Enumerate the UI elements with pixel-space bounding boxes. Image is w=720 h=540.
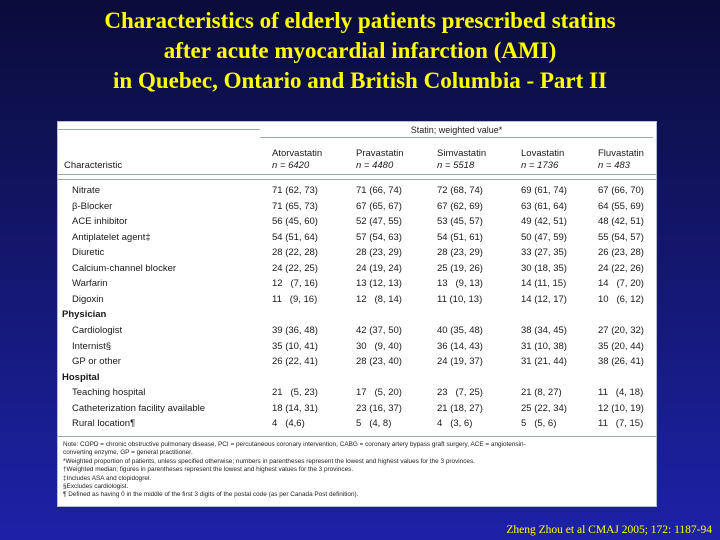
column-header-atorvastatin: Atorvastatin (272, 148, 323, 159)
note-line: Note: COPD = chronic obstructive pulmonary disease, PCI = percutaneous coronary intervention, CABG = coronary artery bypass graft surgery, ACE = angiotensin- (63, 441, 526, 448)
citation: Zheng Zhou et al CMAJ 2005; 172: 1187-94 (506, 524, 712, 536)
note-line: ¶ Defined as having 0 in the middle of the first 3 digits of the postal code (as per Canada Post definition). (63, 491, 359, 499)
table-cell: 35 (20, 44) (598, 340, 644, 352)
table-cell: 25 (22, 34) (521, 402, 567, 414)
table-cell: 12 (7, 16) (272, 278, 318, 290)
title-line-1: Characteristics of elderly patients prescribed statins (104, 8, 616, 33)
column-n-pravastatin: n = 4480 (356, 160, 394, 171)
note-line: †Weighted median; figures in parentheses represent the lowest and highest values for the 3 provinces. (63, 466, 354, 474)
row-label: Cardiologist (72, 324, 123, 336)
row-label: β-Blocker (72, 200, 113, 212)
table-cell: 28 (23, 29) (437, 247, 483, 259)
table-cell: 67 (62, 69) (437, 200, 483, 212)
header-bottom-rule (58, 174, 656, 175)
table-cell: 25 (19, 26) (437, 262, 483, 274)
table-cell: 30 (18, 35) (521, 262, 567, 274)
table-cell: 31 (10, 38) (521, 340, 567, 352)
row-label: GP or other (72, 356, 121, 368)
table-cell: 57 (54, 63) (356, 231, 402, 243)
table-cell: 31 (21, 44) (521, 356, 567, 368)
table-cell: 40 (35, 48) (437, 324, 483, 336)
table-cell: 36 (14, 43) (437, 340, 483, 352)
slide-title (0, 6, 720, 96)
header-bottom-rule-2 (58, 179, 656, 180)
column-n-atorvastatin: n = 6420 (272, 160, 310, 171)
table-cell: 28 (23, 29) (356, 247, 402, 259)
table-cell: 30 (9, 40) (356, 340, 402, 352)
table-cell: 13 (9, 13) (437, 278, 483, 290)
table-cell: 50 (47, 59) (521, 231, 567, 243)
group-header-rule (260, 137, 653, 138)
table-cell: 67 (65, 67) (356, 200, 402, 212)
table-cell: 5 (4, 8) (356, 418, 392, 430)
table-cell: 69 (61, 74) (521, 185, 567, 196)
table-bottom-rule (58, 436, 656, 437)
column-header-lovastatin: Lovastatin (521, 148, 565, 159)
table-cell: 11 (4, 18) (598, 387, 644, 399)
row-label: Calcium-channel blocker (72, 262, 177, 274)
table-cell: 55 (54, 57) (598, 231, 644, 243)
table-cell: 23 (7, 25) (437, 387, 483, 399)
table-cell: 26 (22, 41) (272, 356, 318, 368)
table-cell: 13 (12, 13) (356, 278, 402, 290)
table-cell: 12 (10, 19) (598, 402, 644, 414)
table-cell: 26 (23, 28) (598, 247, 644, 259)
row-label: Antiplatelet agent‡ (72, 231, 151, 243)
table-cell: 53 (45, 57) (437, 216, 483, 228)
table-cell: 28 (22, 28) (272, 247, 318, 259)
column-header-fluvastatin: Fluvastatin (598, 148, 644, 159)
table-cell: 14 (7, 20) (598, 278, 644, 290)
table-cell: 24 (19, 37) (437, 356, 483, 368)
note-line: §Excludes cardiologist. (63, 483, 129, 491)
table-cell: 5 (5, 6) (521, 418, 557, 430)
table-cell: 17 (5, 20) (356, 387, 402, 399)
table-cell: 11 (9, 16) (272, 293, 318, 305)
table-cell: 14 (11, 15) (521, 278, 567, 290)
row-label: Digoxin (72, 293, 104, 305)
table-cell: 14 (12, 17) (521, 293, 567, 305)
row-label: Teaching hospital (72, 387, 146, 399)
table-cell: 42 (37, 50) (356, 324, 402, 336)
top-rule (58, 129, 260, 130)
table-panel (57, 121, 657, 507)
table-cell: 35 (10, 41) (272, 340, 318, 352)
note-line: *Weighted proportion of patients, unless specified otherwise; numbers in parentheses represent the lowest and highest values for the 3 provinces. (63, 457, 475, 465)
table-cell: 72 (68, 74) (437, 185, 483, 196)
row-label: Nitrate (72, 185, 100, 196)
table-cell: 24 (19, 24) (356, 262, 402, 274)
row-label: Internist§ (72, 340, 112, 352)
table-cell: 21 (8, 27) (521, 387, 562, 399)
row-label: Diuretic (72, 247, 105, 259)
row-label: ACE inhibitor (72, 216, 128, 228)
section-header-physician: Physician (62, 309, 107, 321)
table-cell: 24 (22, 25) (272, 262, 318, 274)
table-cell: 4 (4,6) (272, 418, 305, 430)
title-line-2: after acute myocardial infarction (AMI) (163, 38, 557, 63)
table-cell: 18 (14, 31) (272, 402, 318, 414)
table-cell: 48 (42, 51) (598, 216, 644, 228)
table-cell: 33 (27, 35) (521, 247, 567, 259)
note-line: ‡Includes ASA and clopidogrel. (63, 474, 152, 482)
table-cell: 28 (23, 40) (356, 356, 402, 368)
column-n-lovastatin: n = 1736 (521, 160, 559, 171)
table-cell: 63 (61, 64) (521, 200, 567, 212)
table-cell: 12 (8, 14) (356, 293, 402, 305)
section-header-hospital: Hospital (62, 371, 100, 383)
table-cell: 38 (34, 45) (521, 324, 567, 336)
table-cell: 71 (62, 73) (272, 185, 318, 196)
note-line: converting enzyme, GP = general practitioner. (63, 449, 193, 457)
column-header-simvastatin: Simvastatin (437, 148, 487, 159)
table-cell: 39 (36, 48) (272, 324, 318, 336)
table-cell: 52 (47, 55) (356, 216, 402, 228)
table-cell: 64 (55, 69) (598, 200, 644, 212)
table-cell: 21 (5, 23) (272, 387, 318, 399)
table-cell: 71 (65, 73) (272, 200, 318, 212)
table-cell: 11 (10, 13) (437, 293, 483, 305)
table-cell: 38 (26, 41) (598, 356, 644, 368)
statin-group-header: Statin; weighted value* (410, 125, 503, 135)
table-notes (63, 441, 651, 500)
table-cell: 56 (45, 60) (272, 216, 318, 228)
table-cell: 54 (51, 64) (272, 231, 318, 243)
row-label: Catheterization facility available (72, 402, 206, 414)
table-cell: 4 (3, 6) (437, 418, 473, 430)
table-cell: 49 (42, 51) (521, 216, 567, 228)
characteristic-header: Characteristic (64, 160, 123, 171)
table-cell: 67 (66, 70) (598, 185, 644, 196)
row-label: Rural location¶ (72, 418, 136, 430)
row-label: Warfarin (72, 278, 108, 290)
table-cell: 24 (22, 26) (598, 262, 644, 274)
table-cell: 27 (20, 32) (598, 324, 644, 336)
table-cell: 21 (18, 27) (437, 402, 483, 414)
table-cell: 71 (66, 74) (356, 185, 402, 196)
table-cell: 11 (7, 15) (598, 418, 644, 430)
column-header-pravastatin: Pravastatin (356, 148, 404, 159)
column-n-fluvastatin: n = 483 (598, 160, 630, 171)
table-cell: 54 (51, 61) (437, 231, 483, 243)
table-cell: 10 (6, 12) (598, 293, 644, 305)
column-n-simvastatin: n = 5518 (437, 160, 475, 171)
table-cell: 23 (16, 37) (356, 402, 402, 414)
title-line-3: in Quebec, Ontario and British Columbia - Part II (113, 68, 607, 93)
